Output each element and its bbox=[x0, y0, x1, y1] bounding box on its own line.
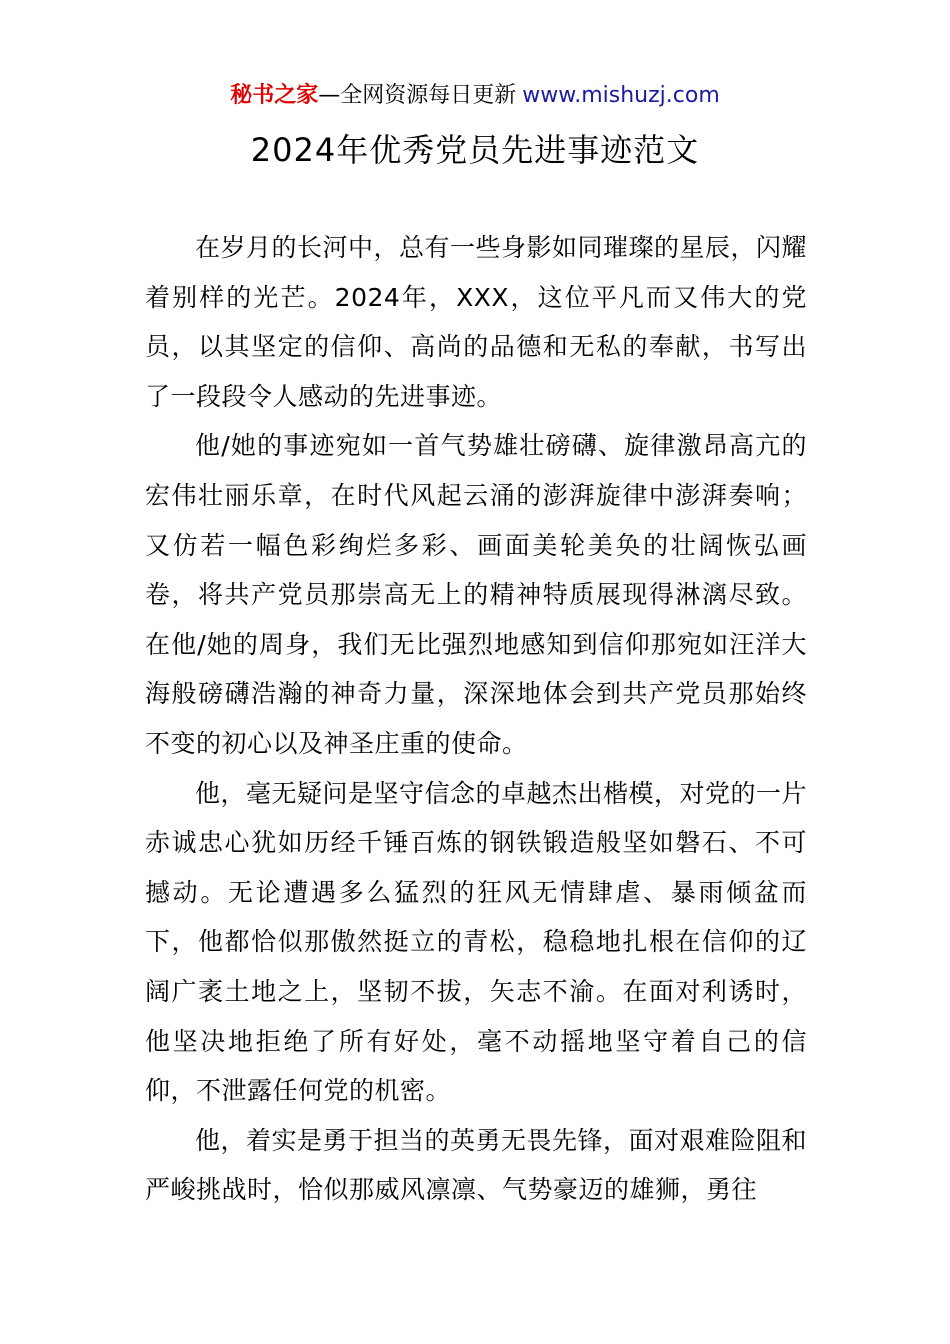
paragraph-1: 在岁月的长河中，总有一些身影如同璀璨的星辰，闪耀着别样的光芒。2024年，XXX，这位平凡而又伟大的党员，以其坚定的信仰、高尚的品德和无私的奉献，书写出了一段段令人感动的先进事迹。 bbox=[145, 233, 808, 411]
header-tagline: —全网资源每日更新 bbox=[318, 83, 517, 108]
document-body bbox=[145, 223, 807, 1215]
paragraph-2: 他/她的事迹宛如一首气势雄壮磅礴、旋律激昂高亢的宏伟壮丽乐章，在时代风起云涌的澎湃旋律中澎湃奏响；又仿若一幅色彩绚烂多彩、画面美轮美奂的壮阔恢弘画卷，将共产党员那崇高无上的精神特质展现得淋漓尽致。在他/她的周身，我们无比强烈地感知到信仰那宛如汪洋大海般磅礴浩瀚的神奇力量，深深地体会到共产党员那始终不变的初心以及神圣庄重的使命。 bbox=[145, 431, 807, 758]
site-header bbox=[0, 80, 950, 112]
document-title: 2024年优秀党员先进事迹范文 bbox=[250, 131, 700, 169]
paragraph-3: 他，毫无疑问是坚守信念的卓越杰出楷模，对党的一片赤诚忠心犹如历经千锤百炼的钢铁锻造般坚如磐石、不可撼动。无论遭遇多么猛烈的狂风无情肆虐、暴雨倾盆而下，他都恰似那傲然挺立的青松，稳稳地扎根在信仰的辽阔广袤土地之上，坚韧不拔，矢志不渝。在面对利诱时，他坚决地拒绝了所有好处，毫不动摇地坚守着自己的信仰，不泄露任何党的机密。 bbox=[145, 778, 808, 1106]
paragraph-4: 他，着实是勇于担当的英勇无畏先锋，面对艰难险阻和严峻挑战时，恰似那威风凛凛、气势豪迈的雄狮，勇往 bbox=[145, 1125, 808, 1205]
site-url-link[interactable]: www.mishuzj.com bbox=[522, 83, 720, 108]
brand-name: 秘书之家 bbox=[230, 83, 319, 108]
